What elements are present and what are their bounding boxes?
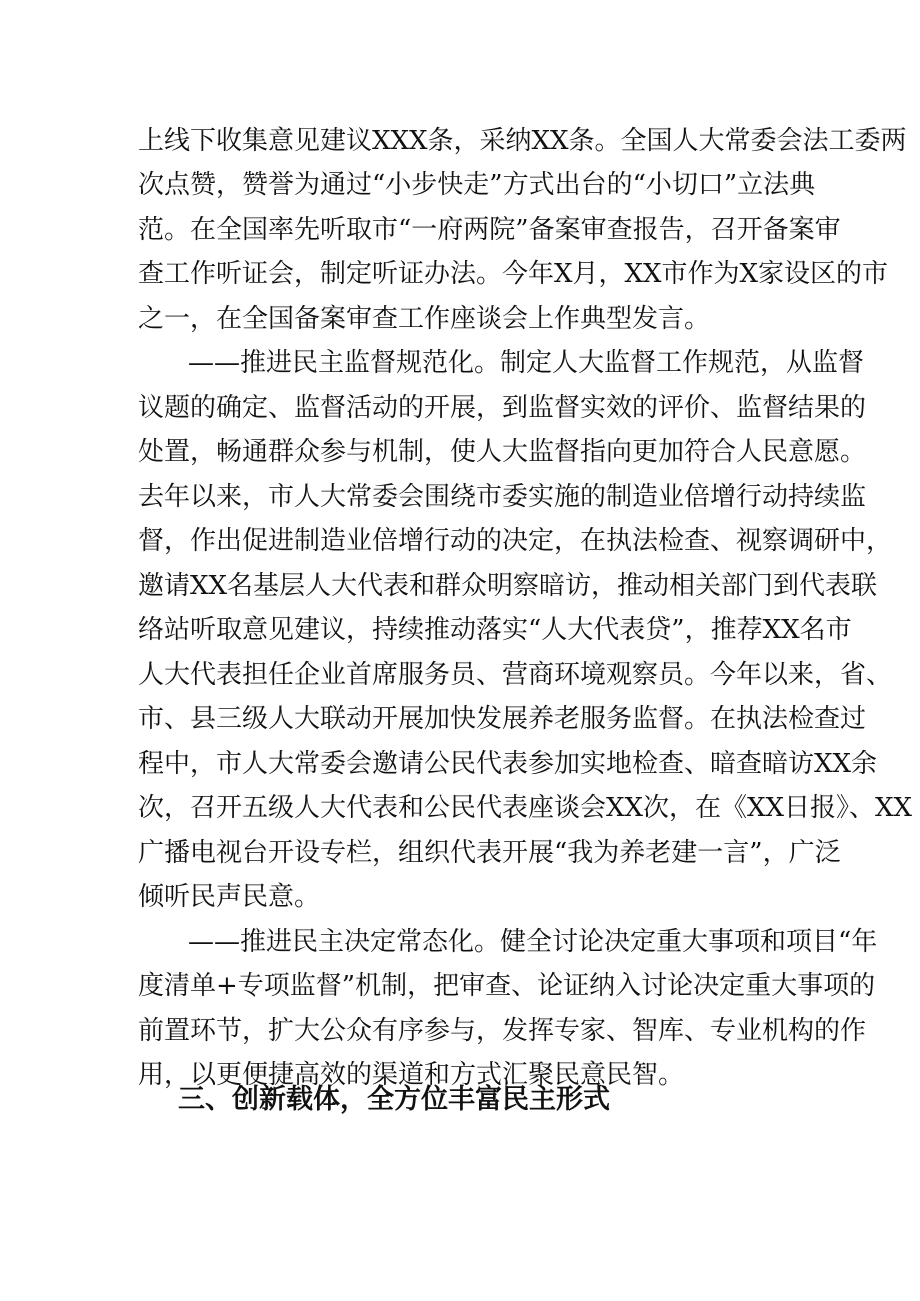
text-line: 议题的确定、监督活动的开展，到监督实效的评价、监督结果的	[138, 393, 867, 423]
text-line: 倾听民声民意。	[138, 882, 321, 912]
text-line: 之一，在全国备案审查工作座谈会上作典型发言。	[138, 304, 711, 334]
text-line: 次，召开五级人大代表和公民代表座谈会XX次，在《XX日报》、XX	[138, 793, 913, 823]
text-line: 处置，畅通群众参与机制，使人大监督指向更加符合人民意愿。	[138, 437, 867, 467]
text-line: 度清单+专项监督”机制，把审查、论证纳入讨论决定重大事项的	[138, 971, 876, 1001]
text-line: 督，作出促进制造业倍增行动的决定，在执法检查、视察调研中，	[138, 526, 893, 556]
text-line: 查工作听证会，制定听证办法。今年X月，XX市作为X家设区的市	[138, 259, 889, 289]
text-line: 市、县三级人大联动开展加快发展养老服务监督。在执法检查过	[138, 704, 867, 734]
text-line: 去年以来，市人大常委会围绕市委实施的制造业倍增行动持续监	[138, 482, 867, 512]
text-line: 络站听取意见建议，持续推动落实“人大代表贷”，推荐XX名市	[138, 615, 852, 645]
section-heading: 三、创新载体，全方位丰富民主形式	[178, 1084, 610, 1115]
text-line: 人大代表担任企业首席服务员、营商环境观察员。今年以来，省、	[138, 660, 893, 690]
text-line: 次点赞，赞誉为通过“小步快走”方式出台的“小切口”立法典	[138, 170, 816, 200]
text-line: 前置环节，扩大公众有序参与，发挥专家、智库、专业机构的作	[138, 1016, 867, 1046]
text-line: 程中，市人大常委会邀请公民代表参加实地检查、暗查暗访XX余	[138, 749, 878, 779]
text-line: 用，以更便捷高效的渠道和方式汇聚民意民智。	[138, 1060, 685, 1090]
text-line: 广播电视台开设专栏，组织代表开展“我为养老建一言”，广泛	[138, 838, 841, 868]
text-line: 上线下收集意见建议XXX条，采纳XX条。全国人大常委会法工委两	[138, 126, 907, 156]
text-line: 邀请XX名基层人大代表和群众明察暗访，推动相关部门到代表联	[138, 571, 878, 601]
paragraph-start-line: ——推进民主监督规范化。制定人大监督工作规范，从监督	[188, 348, 865, 378]
paragraph-start-line: ——推进民主决定常态化。健全讨论决定重大事项和项目“年	[188, 927, 878, 957]
text-line: 范。在全国率先听取市“一府两院”备案审查报告，召开备案审	[138, 215, 841, 245]
